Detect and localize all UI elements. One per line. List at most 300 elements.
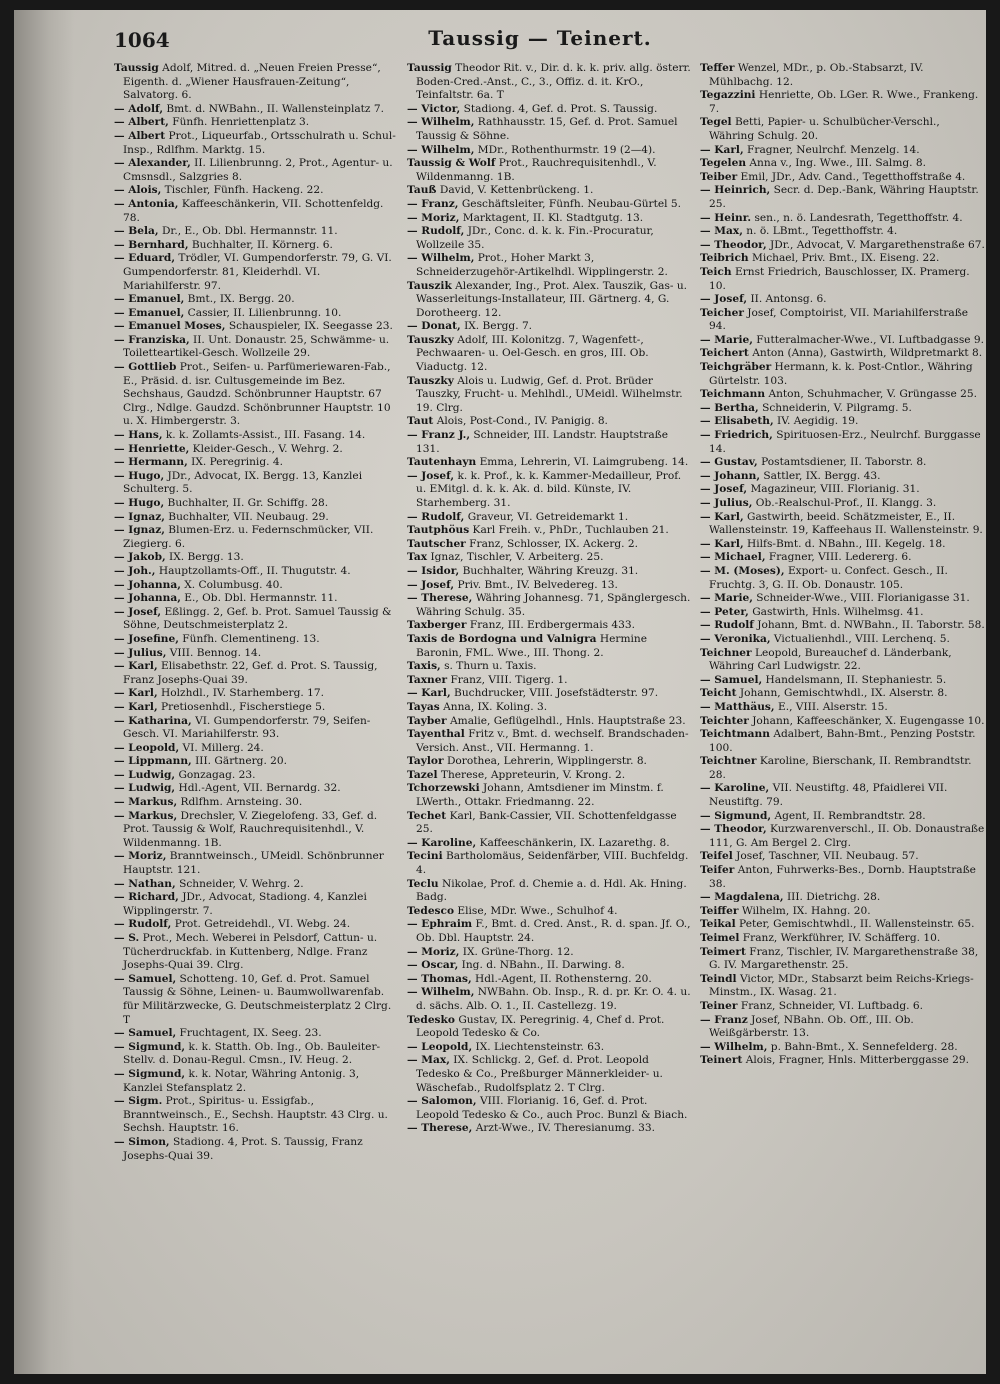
entry-name: Taxis de Bordogna und Valnigra <box>407 632 597 645</box>
entry-text: Ob.-Realschul-Prof., II. Klangg. 3. <box>755 497 937 509</box>
entry-name: Teichtner <box>700 755 757 768</box>
entry-text: Michael, Priv. Bmt., IX. Eiseng. 22. <box>751 252 940 265</box>
entry-name: Teichner <box>700 646 752 659</box>
directory-entry <box>407 905 693 919</box>
entry-text: IX. Grüne-Thorg. 12. <box>462 945 574 958</box>
directory-entry <box>407 728 693 755</box>
entry-text: Gonzagag. 23. <box>178 768 256 781</box>
entry-name: Taxis, <box>407 660 441 673</box>
entry-name: — Emanuel Moses, <box>114 320 226 333</box>
entry-name: — Theodor, <box>700 238 767 251</box>
entry-text: Bartholomäus, Seidenfärber, VIII. Buchfeldg. 4. <box>416 850 689 877</box>
entry-name: — Simon, <box>114 1135 170 1148</box>
entry-name: Tautenhayn <box>407 456 477 469</box>
entry-name: Taussig <box>114 62 159 74</box>
directory-entry <box>407 184 693 198</box>
directory-entry <box>700 1041 986 1055</box>
entry-text: Franz, Schneider, VI. Luftbadg. 6. <box>740 999 924 1012</box>
entry-text: Cassier, II. Lilienbrunng. 10. <box>187 306 342 319</box>
entry-text: Tischler, Fünfh. Hackeng. 22. <box>164 184 324 197</box>
directory-entry <box>114 579 400 593</box>
directory-entry <box>700 674 986 688</box>
directory-entry <box>700 456 986 470</box>
entry-name: — Karl, <box>114 700 158 713</box>
directory-entry <box>700 823 986 850</box>
entry-name: Techet <box>407 809 447 822</box>
entry-text: Alois, Fragner, Hnls. Mitterberggasse 29. <box>745 1054 970 1067</box>
directory-entry <box>114 551 400 565</box>
entry-name: Tayas <box>407 700 440 713</box>
entry-text: Prot., Hoher Markt 3, Schneiderzugehör-Artikelhdl. Wipplingerstr. 2. <box>416 252 668 278</box>
entry-text: Magazineur, VIII. Florianig. 31. <box>750 483 920 496</box>
entry-name: — Therese, <box>407 1122 473 1135</box>
entry-text: Prot., Spiritus- u. Essigfab., Branntweinsch., E., Sechsh. Hauptstr. 43 Clrg. u. Sechsh. Hauptstr. 16. <box>123 1095 388 1135</box>
entry-text: Spirituosen-Erz., Neulrchf. Burggasse 14. <box>709 429 981 455</box>
entry-text: Prot. Getreidehdl., VI. Webg. 24. <box>174 918 351 931</box>
directory-entry <box>407 810 693 837</box>
directory-entry <box>407 687 693 701</box>
directory-entry <box>700 157 986 171</box>
entry-text: VI. Gumpendorferstr. 79, Seifen-Gesch. VI. Mariahilferstr. 93. <box>123 714 371 741</box>
entry-name: — Gottlieb <box>114 361 177 374</box>
entry-text: Hilfs-Bmt. d. NBahn., III. Kegelg. 18. <box>747 537 946 550</box>
directory-entry <box>407 959 693 973</box>
entry-text: Hdl.-Agent, II. Rothensterng. 20. <box>475 972 652 985</box>
entry-name: — Magdalena, <box>700 891 784 904</box>
entry-text: Dr., E., Ob. Dbl. Hermannstr. 11. <box>161 225 338 238</box>
entry-text: Sattler, IX. Bergg. 43. <box>763 469 881 482</box>
entry-text: E., Ob. Dbl. Hermannstr. 11. <box>184 592 338 605</box>
entry-text: III. Gärtnerg. 20. <box>195 755 288 768</box>
directory-entry <box>407 769 693 783</box>
entry-name: — M. (Moses), <box>700 564 785 577</box>
directory-entry <box>700 347 986 361</box>
entry-name: Teicher <box>700 306 744 319</box>
entry-text: Prot., Mech. Weberei in Pelsdorf, Cattun- u. Tücherdruckfab. in Kuttenberg, Ndlge. Franz Josephs-Quai 39. Clrg. <box>123 932 378 972</box>
directory-entry <box>407 116 693 143</box>
entry-name: Tazel <box>407 768 438 781</box>
directory-entry <box>407 212 693 226</box>
directory-entry <box>700 252 986 266</box>
entry-text: s. Thurn u. Taxis. <box>444 660 537 673</box>
entry-name: — Victor, <box>407 102 461 115</box>
entry-text: Gustav, IX. Peregrinig. 4, Chef d. Prot. Leopold Tedesko & Co. <box>416 1013 665 1040</box>
directory-entry <box>114 429 400 443</box>
entry-name: Teichter <box>700 714 749 727</box>
directory-entry <box>114 606 400 633</box>
entry-text: Anton (Anna), Gastwirth, Wildpretmarkt 8. <box>752 347 983 360</box>
entry-text: IX. Bergg. 7. <box>464 320 533 333</box>
entry-name: — Katharina, <box>114 714 192 727</box>
directory-entry <box>114 293 400 307</box>
entry-text: Währing Johannesg. 71, Spänglergesch. Währing Schulg. 35. <box>416 592 691 618</box>
entry-text: IX. Liechtensteinstr. 63. <box>475 1040 605 1053</box>
entry-name: — Eduard, <box>114 252 176 265</box>
directory-entry <box>407 144 693 158</box>
entry-name: — Isidor, <box>407 564 460 577</box>
directory-entry <box>114 633 400 647</box>
directory-entry <box>407 986 693 1013</box>
entry-name: — Franz <box>700 1013 748 1026</box>
entry-text: JDr., Advocat, IX. Bergg. 13, Kanzlei Schulterg. 5. <box>123 469 363 496</box>
directory-entry <box>700 864 986 891</box>
entry-text: Johann, Amtsdiener im Minstm. f. LWerth., Ottakr. Friedmanng. 22. <box>416 782 664 809</box>
directory-entry <box>114 715 400 742</box>
entry-text: Buchdrucker, VIII. Josefstädterstr. 97. <box>454 687 659 700</box>
entry-name: Tayber <box>407 714 447 727</box>
entry-name: — Theodor, <box>700 823 767 836</box>
entry-text: IX. Peregrinig. 4. <box>191 456 283 469</box>
column-left <box>114 62 400 1362</box>
entry-name: — Adolf, <box>114 102 164 115</box>
entry-text: Pretiosenhdl., Fischerstiege 5. <box>161 700 326 713</box>
directory-entry <box>407 524 693 538</box>
entry-text: Fritz v., Bmt. d. wechself. Brandschaden-Versich. Anst., VII. Hermanng. 1. <box>416 728 689 754</box>
entry-name: — Antonia, <box>114 197 179 210</box>
directory-entry <box>407 280 693 321</box>
directory-entry <box>700 905 986 919</box>
entry-name: — S. <box>114 932 140 944</box>
entry-name: — Emanuel, <box>114 306 185 319</box>
directory-entry <box>700 62 986 89</box>
entry-name: Taylor <box>407 755 444 768</box>
directory-entry <box>114 443 400 457</box>
entry-text: II. Antonsg. 6. <box>750 293 827 306</box>
directory-columns <box>114 62 986 1362</box>
entry-text: IX. Schlickg. 2, Gef. d. Prot. Leopold Tedesko & Co., Preßburger Männerkleider- u. Wäschefab., Rudolfsplatz 2. T Clrg. <box>416 1054 663 1094</box>
entry-name: — Heinrich, <box>700 184 771 197</box>
entry-text: k. k. Zollamts-Assist., III. Fasang. 14. <box>165 429 366 442</box>
entry-name: — Samuel, <box>114 1027 177 1040</box>
directory-entry <box>407 225 693 252</box>
entry-name: Tedesco <box>407 904 455 917</box>
entry-name: — Albert, <box>114 116 169 129</box>
directory-entry <box>114 470 400 497</box>
entry-name: — Sigmund, <box>700 809 772 822</box>
directory-entry <box>700 687 986 701</box>
entry-name: — Karl, <box>700 143 744 156</box>
directory-entry <box>407 878 693 905</box>
entry-text: Anton, Schuhmacher, V. Grüngasse 25. <box>768 388 977 401</box>
directory-entry <box>700 171 986 185</box>
directory-entry <box>407 579 693 593</box>
entry-name: — Ignaz, <box>114 524 165 537</box>
entry-text: Ernst Friedrich, Bauschlosser, IX. Pramerg. 10. <box>709 265 970 292</box>
directory-entry <box>700 1014 986 1041</box>
directory-entry <box>700 1054 986 1068</box>
entry-text: Alois, Post-Cond., IV. Panigig. 8. <box>436 415 608 428</box>
entry-text: Franz, VIII. Tigerg. 1. <box>450 673 568 686</box>
entry-name: Tautscher <box>407 537 466 550</box>
entry-text: Fünfh. Clementineng. 13. <box>182 632 320 645</box>
entry-text: Rdlfhm. Arnsteing. 30. <box>180 796 303 809</box>
entry-name: — Joh., <box>114 564 156 577</box>
entry-text: IX. Bergg. 13. <box>169 551 244 564</box>
entry-name: — Ignaz, <box>114 510 165 523</box>
entry-name: — Wilhelm, <box>700 1040 768 1053</box>
entry-name: — Albert <box>114 129 166 142</box>
directory-entry <box>114 687 400 701</box>
directory-entry <box>114 1027 400 1041</box>
directory-entry <box>114 660 400 687</box>
directory-entry <box>700 891 986 905</box>
directory-entry <box>407 157 693 184</box>
entry-name: Teicht <box>700 687 737 700</box>
entry-text: Anton, Fuhrwerks-Bes., Dornb. Hauptstraße 38. <box>709 864 976 890</box>
entry-name: Tecini <box>407 850 443 863</box>
entry-text: Marktagent, II. Kl. Stadtgutg. 13. <box>462 211 644 224</box>
entry-name: — Michael, <box>700 551 766 564</box>
entry-text: VIII. Florianig. 16, Gef. d. Prot. Leopold Tedesko & Co., auch Proc. Bunzl & Biach. <box>416 1095 688 1121</box>
directory-entry <box>700 592 986 606</box>
entry-name: — Rudolf <box>700 619 754 632</box>
entry-name: Teikal <box>700 918 736 931</box>
entry-text: Betti, Papier- u. Schulbücher-Verschl., Währing Schulg. 20. <box>709 116 940 142</box>
directory-entry <box>114 361 400 429</box>
entry-name: Taxberger <box>407 619 467 632</box>
entry-name: — Julius, <box>700 497 753 509</box>
column-middle <box>407 62 693 1362</box>
directory-entry <box>407 62 693 103</box>
directory-entry <box>700 932 986 946</box>
entry-text: Arzt-Wwe., IV. Theresianumg. 33. <box>475 1122 655 1135</box>
entry-text: Kaffeeschänkerin, IX. Lazarethg. 8. <box>479 836 670 849</box>
entry-name: — Salomon, <box>407 1095 477 1108</box>
directory-entry <box>700 715 986 729</box>
entry-name: — Heinr. <box>700 211 752 224</box>
entry-text: Wenzel, MDr., p. Ob.-Stabsarzt, IV. Mühlbachg. 12. <box>709 62 924 88</box>
entry-name: Tauszky <box>407 333 454 346</box>
entry-name: — Ludwig, <box>114 768 176 781</box>
directory-entry <box>407 782 693 809</box>
entry-name: — Veronika, <box>700 632 771 645</box>
entry-name: Tauszky <box>407 374 454 387</box>
entry-name: — Jakob, <box>114 551 166 564</box>
page-title: Taussig — Teinert. <box>428 26 652 50</box>
entry-text: Rathhausstr. 15, Gef. d. Prot. Samuel Taussig & Söhne. <box>416 116 678 142</box>
directory-entry <box>407 456 693 470</box>
entry-name: — Leopold, <box>407 1040 473 1053</box>
entry-text: Blumen-Erz. u. Federnschmücker, VII. Ziegierg. 6. <box>123 524 374 550</box>
entry-text: Franz, III. Erdbergermais 433. <box>469 619 635 632</box>
column-right <box>700 62 986 1362</box>
entry-text: Theodor Rit. v., Dir. d. k. k. priv. allg. österr. Boden-Cred.-Anst., C., 3., Offiz. d. it. KrO., Teinfaltstr. 6a. T <box>416 62 691 102</box>
entry-text: Hdl.-Agent, VII. Bernardg. 32. <box>178 782 341 795</box>
entry-text: Schotteng. 10, Gef. d. Prot. Samuel Taussig & Söhne, Leinen- u. Baumwollwarenfab. für Militärzwecke, G. Deutschmeisterplatz 2 Clrg. T <box>123 972 392 1026</box>
entry-text: Ing. d. NBahn., II. Darwing. 8. <box>461 959 625 972</box>
directory-entry <box>114 565 400 579</box>
directory-entry <box>407 715 693 729</box>
directory-entry <box>407 538 693 552</box>
entry-text: Fünfh. Henriettenplatz 3. <box>172 116 310 129</box>
entry-name: — Nathan, <box>114 877 176 890</box>
directory-entry <box>114 116 400 130</box>
book-page <box>14 10 986 1374</box>
directory-entry <box>700 334 986 348</box>
entry-name: — Karl, <box>114 687 158 700</box>
entry-text: Geschäftsleiter, Fünfh. Neubau-Gürtel 5. <box>461 197 681 210</box>
entry-name: — Richard, <box>114 891 179 904</box>
entry-text: Fruchtagent, IX. Seeg. 23. <box>179 1027 322 1040</box>
directory-entry <box>700 755 986 782</box>
entry-text: Wilhelm, IX. Hahng. 20. <box>741 904 871 917</box>
entry-name: — Thomas, <box>407 972 472 985</box>
entry-name: — Wilhelm, <box>407 143 475 156</box>
entry-name: — Josef, <box>700 293 748 306</box>
entry-text: Nikolae, Prof. d. Chemie a. d. Hdl. Ak. Hning. Badg. <box>416 877 687 904</box>
directory-entry <box>700 470 986 484</box>
directory-entry <box>407 198 693 212</box>
entry-text: Amalie, Geflügelhdl., Hnls. Hauptstraße 23. <box>450 714 686 727</box>
entry-text: Anna, IX. Koling. 3. <box>443 700 548 713</box>
entry-text: Karl Freih. v., PhDr., Tuchlauben 21. <box>472 524 669 537</box>
entry-name: — Sigmund, <box>114 1040 186 1053</box>
directory-entry <box>700 307 986 334</box>
directory-entry <box>700 266 986 293</box>
entry-name: — Lippmann, <box>114 755 192 768</box>
entry-text: Emma, Lehrerin, VI. Laimgrubeng. 14. <box>479 456 689 469</box>
entry-text: Ignaz, Tischler, V. Arbeiterg. 25. <box>430 551 604 564</box>
directory-entry <box>700 483 986 497</box>
entry-text: Victor, MDr., Stabsarzt beim Reichs-Kriegs-Minstm., IX. Wasag. 21. <box>709 972 974 999</box>
entry-text: Schneider, V. Wehrg. 2. <box>179 877 304 890</box>
entry-name: — Therese, <box>407 592 473 605</box>
entry-text: Emil, JDr., Adv. Cand., Tegetthoffstraße 4. <box>740 170 966 183</box>
page-gutter-shadow <box>14 10 74 1374</box>
entry-name: Tegelen <box>700 157 747 170</box>
entry-text: Buchhalter, VII. Neubaug. 29. <box>168 510 329 523</box>
directory-entry <box>114 850 400 877</box>
entry-text: Karoline, Bierschank, II. Rembrandtstr. 28. <box>709 755 972 781</box>
directory-entry <box>407 252 693 279</box>
entry-name: — Rudolf, <box>407 225 465 238</box>
directory-entry <box>407 973 693 987</box>
entry-text: Trödler, VI. Gumpendorferstr. 79, G. VI. Gumpendorferstr. 81, Kleiderhdl. VI. Mariahilferstr. 97. <box>123 252 392 292</box>
entry-name: Tautphöus <box>407 524 470 537</box>
entry-name: Teich <box>700 265 732 278</box>
entry-name: Taut <box>407 415 434 428</box>
entry-name: — Ephraim <box>407 918 473 931</box>
entry-text: Anna v., Ing. Wwe., III. Salmg. 8. <box>749 157 926 170</box>
entry-name: — Henriette, <box>114 442 190 455</box>
directory-entry <box>114 810 400 851</box>
entry-text: p. Bahn-Bmt., X. Sennefelderg. 28. <box>770 1040 958 1053</box>
directory-entry <box>700 647 986 674</box>
entry-name: — Marie, <box>700 333 753 346</box>
directory-entry <box>700 633 986 647</box>
entry-text: Gastwirth, Hnls. Wilhelmsg. 41. <box>752 605 924 618</box>
directory-entry <box>407 1014 693 1041</box>
entry-text: II. Lilienbrunng. 2, Prot., Agentur- u. Cmsnsdl., Salzgries 8. <box>123 157 393 183</box>
entry-name: — Max, <box>700 225 743 238</box>
directory-entry <box>114 1095 400 1136</box>
entry-text: Stadiong. 4, Prot. S. Taussig, Franz Josephs-Quai 39. <box>123 1135 363 1162</box>
directory-entry <box>700 782 986 809</box>
entry-text: NWBahn. Ob. Insp., R. d. pr. Kr. O. 4. u. d. sächs. Alb. O. 1., II. Castellezg. 19. <box>416 986 691 1012</box>
entry-text: Buchhalter, Währing Kreuzg. 31. <box>462 564 639 577</box>
directory-entry <box>114 769 400 783</box>
entry-name: Tegel <box>700 116 732 129</box>
entry-text: JDr., Conc. d. k. k. Fin.-Procuratur, Wollzeile 35. <box>416 225 654 251</box>
entry-name: — Friedrich, <box>700 429 773 442</box>
directory-entry <box>407 918 693 945</box>
directory-entry <box>114 334 400 361</box>
directory-entry <box>700 619 986 633</box>
directory-entry <box>114 320 400 334</box>
directory-entry <box>407 946 693 960</box>
directory-entry <box>700 606 986 620</box>
entry-name: — Johann, <box>700 469 761 482</box>
directory-entry <box>114 701 400 715</box>
directory-entry <box>700 402 986 416</box>
entry-text: Franz, Tischler, IV. Margarethenstraße 38, G. IV. Margarethenstr. 25. <box>709 945 979 972</box>
entry-text: Priv. Bmt., IV. Belvedereg. 13. <box>457 578 618 591</box>
entry-name: — Oscar, <box>407 959 459 972</box>
directory-entry <box>700 1000 986 1014</box>
entry-name: Taussig <box>407 62 452 74</box>
entry-name: — Matthäus, <box>700 700 775 713</box>
entry-name: Teiner <box>700 999 738 1012</box>
entry-text: sen., n. ö. Landesrath, Tegetthoffstr. 4. <box>754 211 963 224</box>
directory-entry <box>700 89 986 116</box>
directory-entry <box>114 62 400 103</box>
entry-text: Prot., Seifen- u. Parfümeriewaren-Fab., E., Präsid. d. isr. Cultusgemeinde im Bez. Sechshaus, Gaudzd. Schönbrunner Hauptstr. 67 Clrg., Ndlge. Gaudzd. Schönbrunner Hauptstr. 10 u. X. Himbergerstr. 3. <box>123 361 391 428</box>
entry-name: — Elisabeth, <box>700 415 774 428</box>
entry-text: IV. Aegidig. 19. <box>777 415 859 428</box>
directory-entry <box>114 456 400 470</box>
entry-name: Teiffer <box>700 904 739 917</box>
directory-entry <box>407 660 693 674</box>
entry-name: — Josef, <box>700 483 748 496</box>
entry-name: — Karl, <box>407 687 451 700</box>
entry-text: Graveur, VI. Getreidemarkt 1. <box>467 510 629 523</box>
entry-name: — Wilhelm, <box>407 252 475 265</box>
entry-text: Kaffeeschänkerin, VII. Schottenfeldg. 78. <box>123 197 384 224</box>
page-header <box>114 24 966 54</box>
entry-text: Gastwirth, beeid. Schätzmeister, E., II. Wallensteinstr. 19, Kaffeehaus II. Wallensteinstr. 9. <box>709 510 983 537</box>
entry-text: Adolf, III. Kolonitzg. 7, Wagenfett-, Pechwaaren- u. Oel-Gesch. en gros, III. Ob. Viaductg. 12. <box>416 333 649 374</box>
entry-text: F., Bmt. d. Cred. Anst., R. d. span. Jf. O., Ob. Dbl. Hauptstr. 24. <box>416 918 691 944</box>
entry-name: — Ludwig, <box>114 782 176 795</box>
entry-name: — Josef, <box>407 578 455 591</box>
entry-name: Teibrich <box>700 252 749 265</box>
directory-entry <box>700 361 986 388</box>
entry-text: Elise, MDr. Wwe., Schulhof 4. <box>457 904 618 917</box>
entry-text: II. Unt. Donaustr. 25, Schwämme- u. Toiletteartikel-Gesch. Wollzeile 29. <box>123 333 390 360</box>
directory-entry <box>700 429 986 456</box>
entry-text: Buchhalter, II. Gr. Schiffg. 28. <box>167 497 329 509</box>
entry-name: Teimel <box>700 932 740 944</box>
entry-name: — Sigmund, <box>114 1067 186 1080</box>
directory-entry <box>114 184 400 198</box>
directory-entry <box>407 633 693 660</box>
entry-text: Stadiong. 4, Gef. d. Prot. S. Taussig. <box>463 102 658 115</box>
entry-name: Teichert <box>700 347 749 360</box>
entry-text: Hermine Baronin, FML. Wwe., III. Thong. 2. <box>416 632 647 659</box>
entry-name: — Karl, <box>700 537 744 550</box>
entry-name: — Franziska, <box>114 333 190 346</box>
directory-entry <box>114 103 400 117</box>
entry-name: Teichgräber <box>700 361 772 374</box>
directory-entry <box>700 946 986 973</box>
entry-text: Agent, II. Rembrandtstr. 28. <box>774 809 926 822</box>
entry-text: Henriette, Ob. LGer. R. Wwe., Frankeng. 7. <box>709 89 979 115</box>
entry-text: k. k. Notar, Währing Antonig. 3, Kanzlei Stefansplatz 2. <box>123 1067 360 1094</box>
directory-entry <box>114 1068 400 1095</box>
entry-name: Teichtmann <box>700 728 770 741</box>
entry-name: — Markus, <box>114 809 178 822</box>
entry-text: Leopold, Bureauchef d. Länderbank, Währing Carl Ludwigstr. 22. <box>709 646 952 673</box>
